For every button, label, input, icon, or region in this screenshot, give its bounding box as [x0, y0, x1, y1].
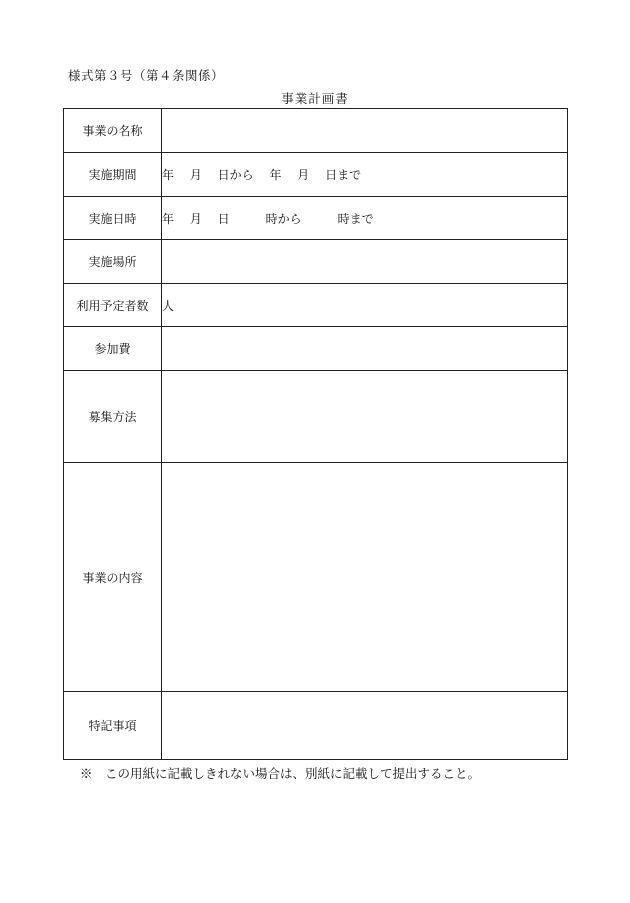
field-project-name[interactable] — [162, 109, 568, 153]
field-remarks[interactable] — [162, 692, 568, 760]
field-fee[interactable] — [162, 327, 568, 371]
label-fee: 参加費 — [64, 327, 162, 371]
row-content — [64, 463, 568, 692]
label-participants: 利用予定者数 — [64, 284, 162, 327]
field-content[interactable] — [162, 463, 568, 692]
label-datetime: 実施日時 — [64, 197, 162, 240]
row-project-name — [64, 109, 568, 153]
row-venue — [64, 240, 568, 284]
row-recruitment — [64, 371, 568, 463]
row-remarks — [64, 692, 568, 760]
row-period — [64, 153, 568, 197]
label-content: 事業の内容 — [64, 463, 162, 692]
field-recruitment[interactable] — [162, 371, 568, 463]
document-title: 事業計画書 — [281, 91, 349, 106]
row-participants — [64, 284, 568, 327]
label-project-name: 事業の名称 — [64, 109, 162, 153]
field-participants[interactable]: 人 — [162, 284, 568, 327]
label-venue: 実施場所 — [64, 240, 162, 284]
footer-note: ※ この用紙に記載しきれない場合は、別紙に記載して提出すること。 — [80, 766, 481, 781]
field-period[interactable]: 年 月 日から 年 月 日まで — [162, 153, 568, 197]
label-period: 実施期間 — [64, 153, 162, 197]
plan-form-table — [63, 108, 568, 760]
row-datetime — [64, 197, 568, 240]
form-number: 様式第３号（第４条関係） — [68, 68, 225, 83]
label-recruitment: 募集方法 — [64, 371, 162, 463]
field-datetime[interactable]: 年 月 日 時から 時まで — [162, 197, 568, 240]
row-fee — [64, 327, 568, 371]
label-remarks: 特記事項 — [64, 692, 162, 760]
field-venue[interactable] — [162, 240, 568, 284]
